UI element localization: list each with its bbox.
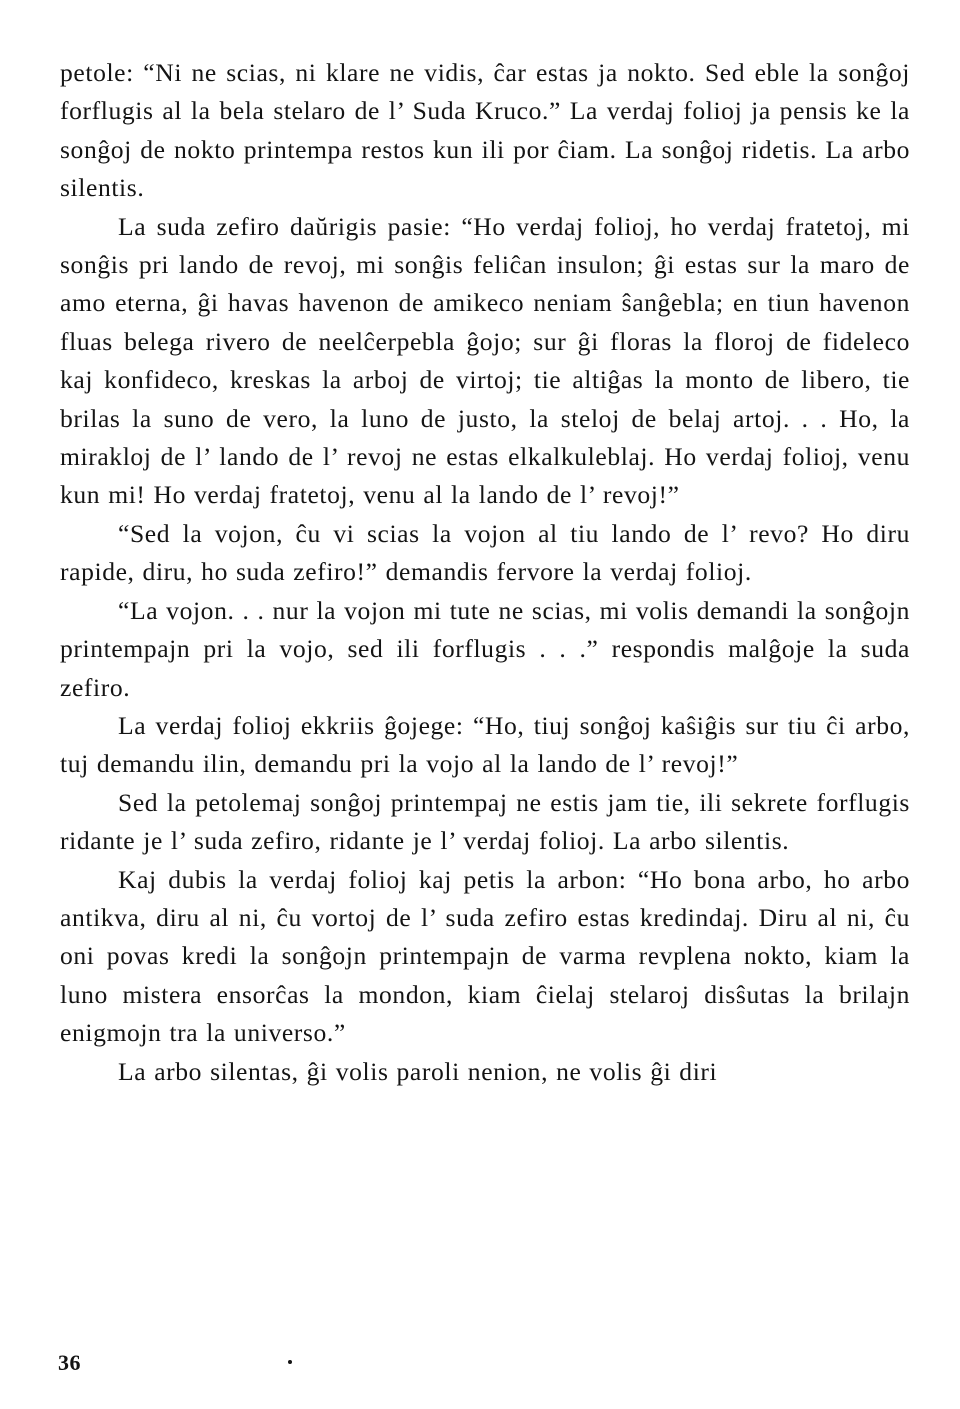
paragraph-1: petole: “Ni ne scias, ni klare ne vidis, ĉar estas ja nokto. Sed eble la sonĝoj forflugis al la bela stelaro de l’ Suda Kruco.” La verdaj folioj ja pensis ke la sonĝoj de nokto printempa restos kun ili por ĉiam. La sonĝoj ridetis. La arbo silentis.	[60, 58, 910, 203]
paragraph-4: “La vojon. . . nur la vojon mi tute ne scias, mi volis demandi la sonĝojn printempajn pri la vojo, sed ili forflugis . . .” respondis malĝoje la suda zefiro.	[60, 595, 910, 702]
page-number: 36	[58, 1350, 81, 1375]
body-text	[60, 54, 910, 1091]
paragraph-5: La verdaj folioj ekkriis ĝojege: “Ho, tiuj sonĝoj kaŝiĝis sur tiu ĉi arbo, tuj demandu ilin, demandu pri la vojo al la lando de l’ revoj!”	[60, 710, 910, 779]
paragraph-3: “Sed la vojon, ĉu vi scias la vojon al tiu lando de l’ revo? Ho diru rapide, diru, ho suda zefiro!” demandis fervore la verdaj folioj.	[60, 518, 910, 587]
paragraph-7: Kaj dubis la verdaj folioj kaj petis la arbon: “Ho bona arbo, ho arbo antikva, diru al ni, ĉu vortoj de l’ suda zefiro estas kredindaj. Diru al ni, ĉu oni povas kredi la sonĝojn printempajn de varma revplena nokto, kiam la luno mistera ensorĉas la mondon, kiam ĉielaj stelaroj disŝutas la brilajn enigmojn tra la universo.”	[60, 864, 910, 1048]
ink-speck	[288, 1360, 292, 1364]
paragraph-8: La arbo silentas, ĝi volis paroli nenion, ne volis ĝi diri	[118, 1056, 718, 1086]
paragraph-6: Sed la petolemaj sonĝoj printempaj ne estis jam tie, ili sekrete forflugis ridante je l’ suda zefiro, ridante je l’ verdaj folioj. La arbo silentis.	[60, 787, 910, 856]
paragraph-2: La suda zefiro daŭrigis pasie: “Ho verdaj folioj, ho verdaj fratetoj, mi sonĝis pri lando de revoj, mi sonĝis feliĉan insulon; ĝi estas sur la maro de amo eterna, ĝi havas havenon de amikeco neniam ŝanĝebla; en tiun havenon fluas belega rivero de neelĉerpebla ĝojo; sur ĝi floras la floroj de fideleco kaj konfideco, kreskas la arboj de virtoj; tie altiĝas la monto de libero, tie brilas la suno de vero, la luno de justo, la steloj de belaj artoj. . . Ho, la mirakloj de l’ lando de l’ revoj ne estas elkalkuleblaj. Ho verdaj folioj, venu kun mi! Ho verdaj fratetoj, venu al la lando de l’ revoj!”	[60, 211, 910, 510]
